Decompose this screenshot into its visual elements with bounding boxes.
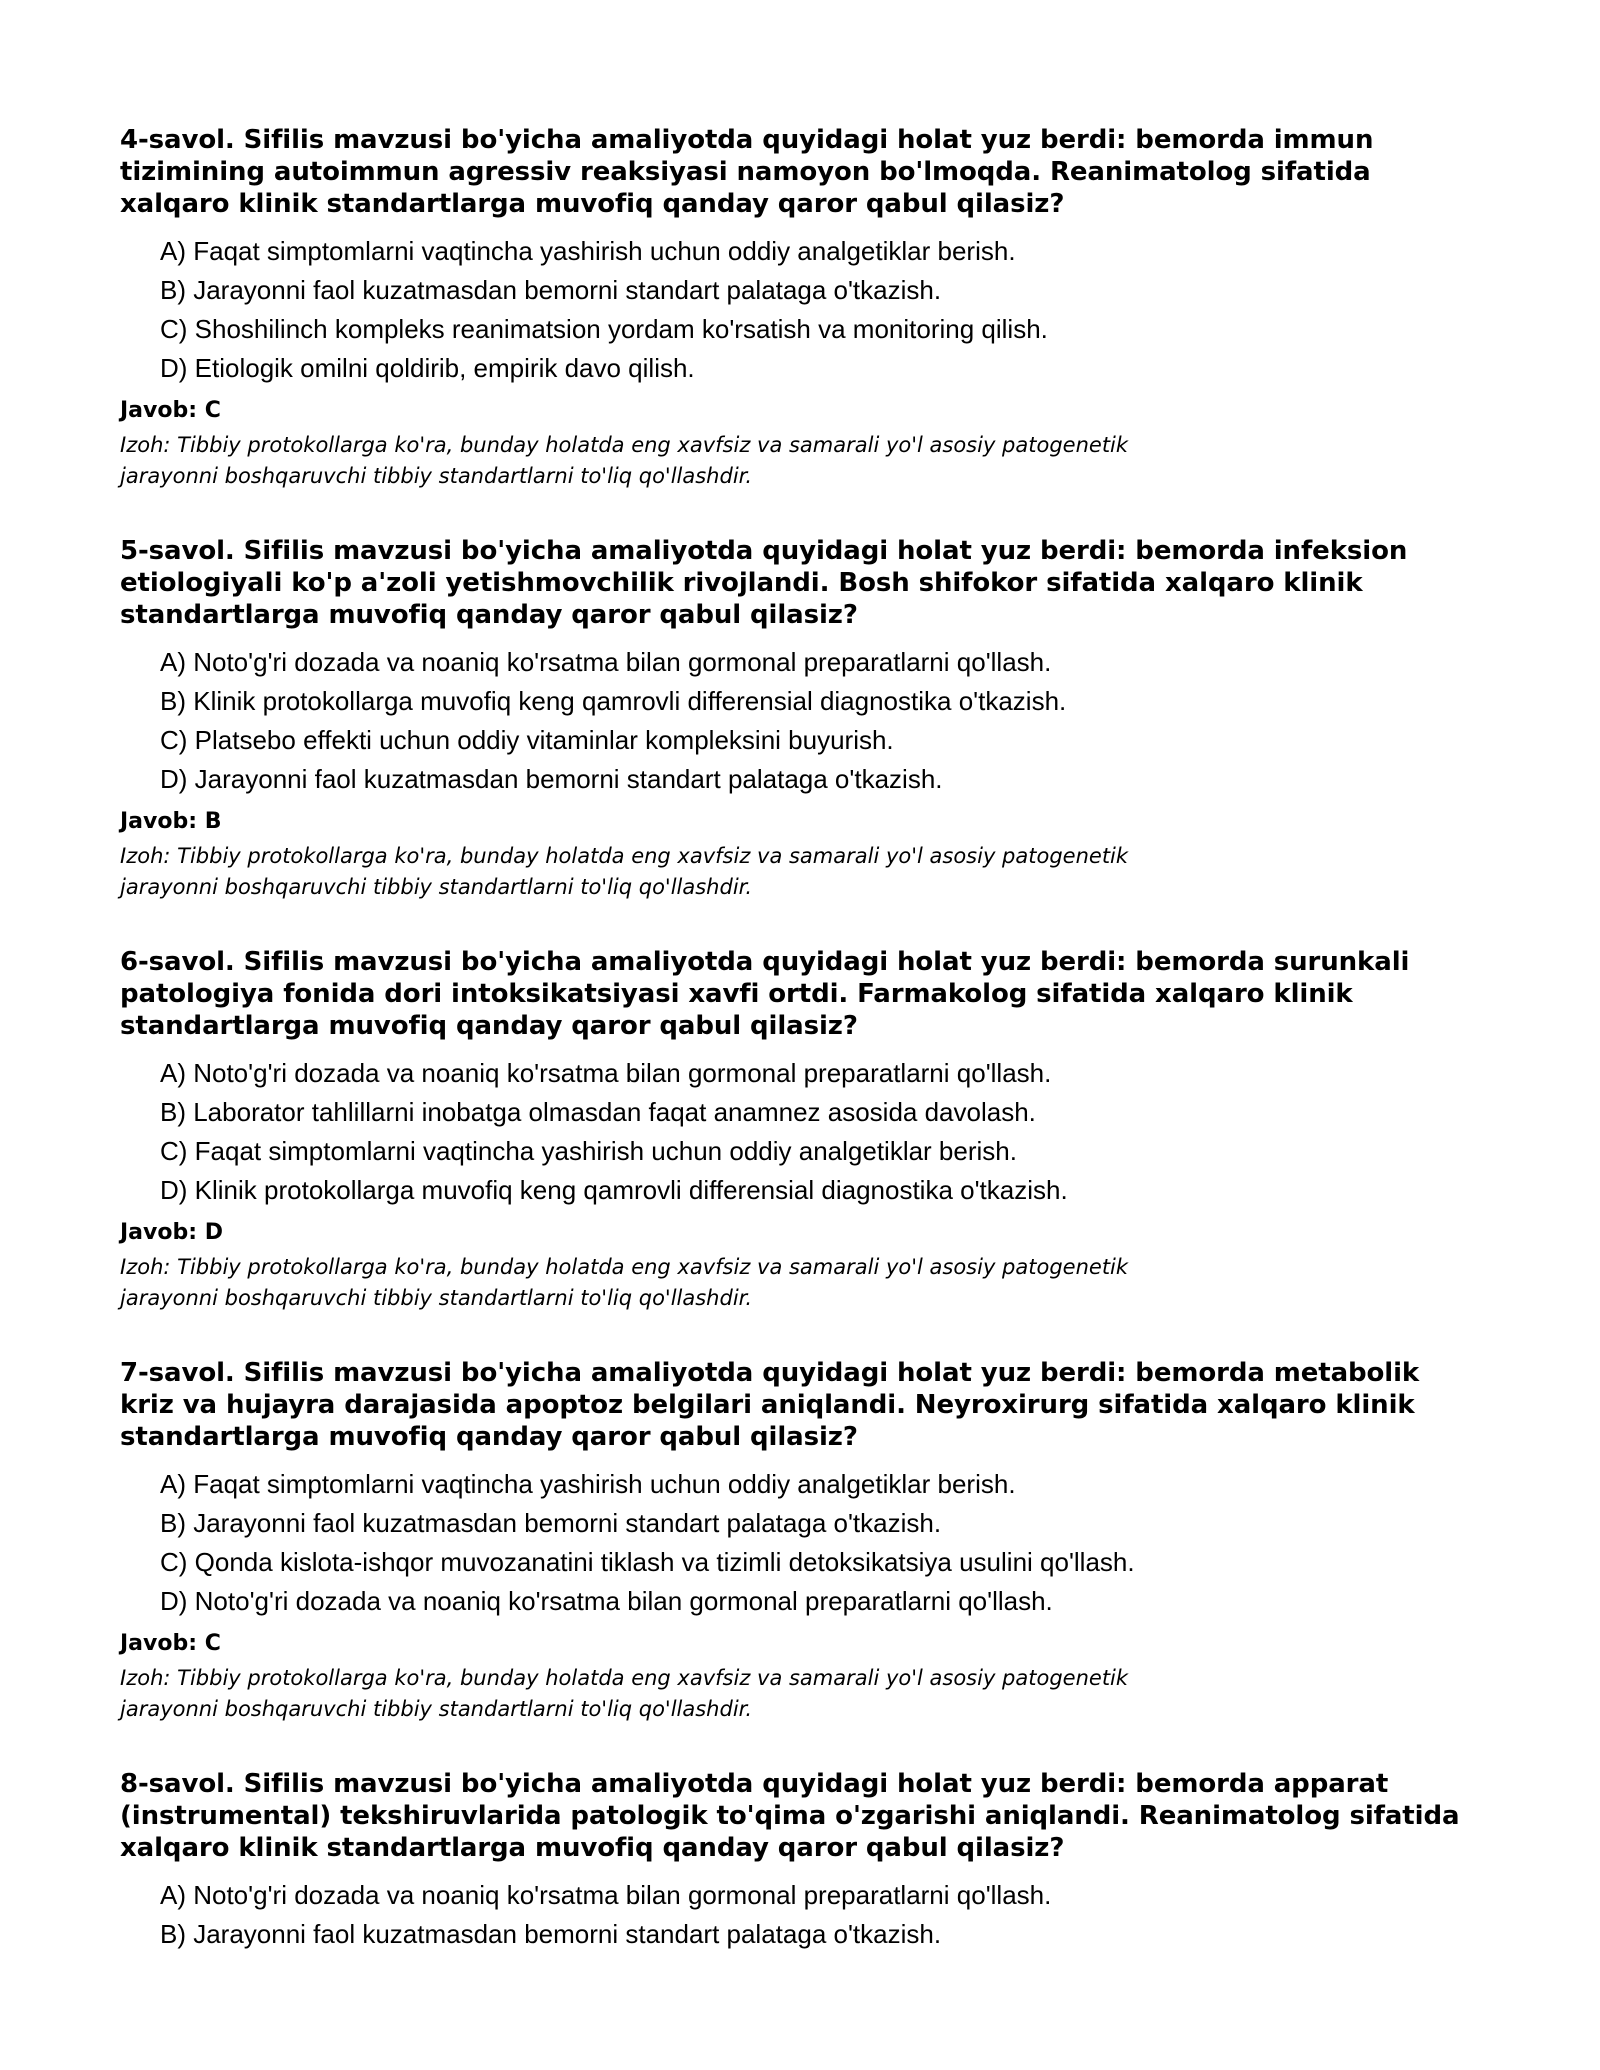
option-b: B) Jarayonni faol kuzatmasdan bemorni standart palataga o'tkazish.: [160, 1508, 942, 1538]
answer-label: Javob: C: [120, 1631, 221, 1656]
question-8: [120, 1768, 1480, 1954]
option-b: B) Laborator tahlillarni inobatga olmasdan faqat anamnez asosida davolash.: [160, 1097, 1036, 1127]
answer-label: Javob: C: [120, 398, 221, 423]
question-4: [120, 124, 1480, 492]
question-title: 5-savol. Sifilis mavzusi bo'yicha amaliyotda quyidagi holat yuz berdi: bemorda infeksion etiologiyali ko'p a'zoli yetishmovchilik rivojlandi. Bosh shifokor sifatida xalqaro klinik standartlarga muvofiq qanday qaror qabul qilasiz?: [120, 536, 1408, 630]
option-d: D) Klinik protokollarga muvofiq keng qamrovli differensial diagnostika o'tkazish.: [160, 1175, 1068, 1205]
answer-label: Javob: D: [120, 1220, 223, 1245]
explanation-note: Izoh: Tibbiy protokollarga ko'ra, bunday holatda eng xavfsiz va samarali yo'l asosiy patogenetik jarayonni boshqaruvchi tibbiy standartlarni to'liq qo'llashdir.: [120, 844, 1129, 899]
explanation-note: Izoh: Tibbiy protokollarga ko'ra, bunday holatda eng xavfsiz va samarali yo'l asosiy patogenetik jarayonni boshqaruvchi tibbiy standartlarni to'liq qo'llashdir.: [120, 1255, 1129, 1310]
explanation-note: Izoh: Tibbiy protokollarga ko'ra, bunday holatda eng xavfsiz va samarali yo'l asosiy patogenetik jarayonni boshqaruvchi tibbiy standartlarni to'liq qo'llashdir.: [120, 1666, 1129, 1721]
option-d: D) Noto'g'ri dozada va noaniq ko'rsatma bilan gormonal preparatlarni qo'llash.: [160, 1586, 1053, 1616]
question-title: 8-savol. Sifilis mavzusi bo'yicha amaliyotda quyidagi holat yuz berdi: bemorda apparat (instrumental) tekshiruvlarida patologik to'qima o'zgarishi aniqlandi. Reanimatolog sifatida xalqaro klinik standartlarga muvofiq qanday qaror qabul qilasiz?: [120, 1769, 1460, 1863]
option-a: A) Noto'g'ri dozada va noaniq ko'rsatma bilan gormonal preparatlarni qo'llash.: [160, 1058, 1052, 1088]
option-c: C) Qonda kislota-ishqor muvozanatini tiklash va tizimli detoksikatsiya usulini qo'llash.: [160, 1547, 1135, 1577]
options-list: [120, 643, 1480, 799]
question-7: [120, 1357, 1480, 1725]
option-b: B) Jarayonni faol kuzatmasdan bemorni standart palataga o'tkazish.: [160, 1919, 942, 1949]
option-b: B) Klinik protokollarga muvofiq keng qamrovli differensial diagnostika o'tkazish.: [160, 686, 1067, 716]
options-list: [120, 1876, 1480, 1954]
option-a: A) Noto'g'ri dozada va noaniq ko'rsatma bilan gormonal preparatlarni qo'llash.: [160, 1880, 1052, 1910]
option-c: C) Shoshilinch kompleks reanimatsion yordam ko'rsatish va monitoring qilish.: [160, 314, 1048, 344]
option-c: C) Platsebo effekti uchun oddiy vitaminlar kompleksini buyurish.: [160, 725, 894, 755]
options-list: [120, 1054, 1480, 1210]
option-a: A) Faqat simptomlarni vaqtincha yashirish uchun oddiy analgetiklar berish.: [160, 1469, 1016, 1499]
answer-label: Javob: B: [120, 809, 222, 834]
option-d: D) Jarayonni faol kuzatmasdan bemorni standart palataga o'tkazish.: [160, 764, 943, 794]
options-list: [120, 1465, 1480, 1621]
option-a: A) Faqat simptomlarni vaqtincha yashirish uchun oddiy analgetiklar berish.: [160, 236, 1016, 266]
question-title: 4-savol. Sifilis mavzusi bo'yicha amaliyotda quyidagi holat yuz berdi: bemorda immun tizimining autoimmun agressiv reaksiyasi namoyon bo'lmoqda. Reanimatolog sifatida xalqaro klinik standartlarga muvofiq qanday qaror qabul qilasiz?: [120, 125, 1374, 219]
options-list: [120, 232, 1480, 388]
option-d: D) Etiologik omilni qoldirib, empirik davo qilish.: [160, 353, 695, 383]
question-5: [120, 535, 1480, 903]
option-a: A) Noto'g'ri dozada va noaniq ko'rsatma bilan gormonal preparatlarni qo'llash.: [160, 647, 1052, 677]
explanation-note: Izoh: Tibbiy protokollarga ko'ra, bunday holatda eng xavfsiz va samarali yo'l asosiy patogenetik jarayonni boshqaruvchi tibbiy standartlarni to'liq qo'llashdir.: [120, 433, 1129, 488]
question-6: [120, 946, 1480, 1314]
option-b: B) Jarayonni faol kuzatmasdan bemorni standart palataga o'tkazish.: [160, 275, 942, 305]
question-title: 7-savol. Sifilis mavzusi bo'yicha amaliyotda quyidagi holat yuz berdi: bemorda metabolik kriz va hujayra darajasida apoptoz belgilari aniqlandi. Neyroxirurg sifatida xalqaro klinik standartlarga muvofiq qanday qaror qabul qilasiz?: [120, 1358, 1420, 1452]
question-title: 6-savol. Sifilis mavzusi bo'yicha amaliyotda quyidagi holat yuz berdi: bemorda surunkali patologiya fonida dori intoksikatsiyasi xavfi ortdi. Farmakolog sifatida xalqaro klinik standartlarga muvofiq qanday qaror qabul qilasiz?: [120, 947, 1410, 1041]
option-c: C) Faqat simptomlarni vaqtincha yashirish uchun oddiy analgetiklar berish.: [160, 1136, 1017, 1166]
